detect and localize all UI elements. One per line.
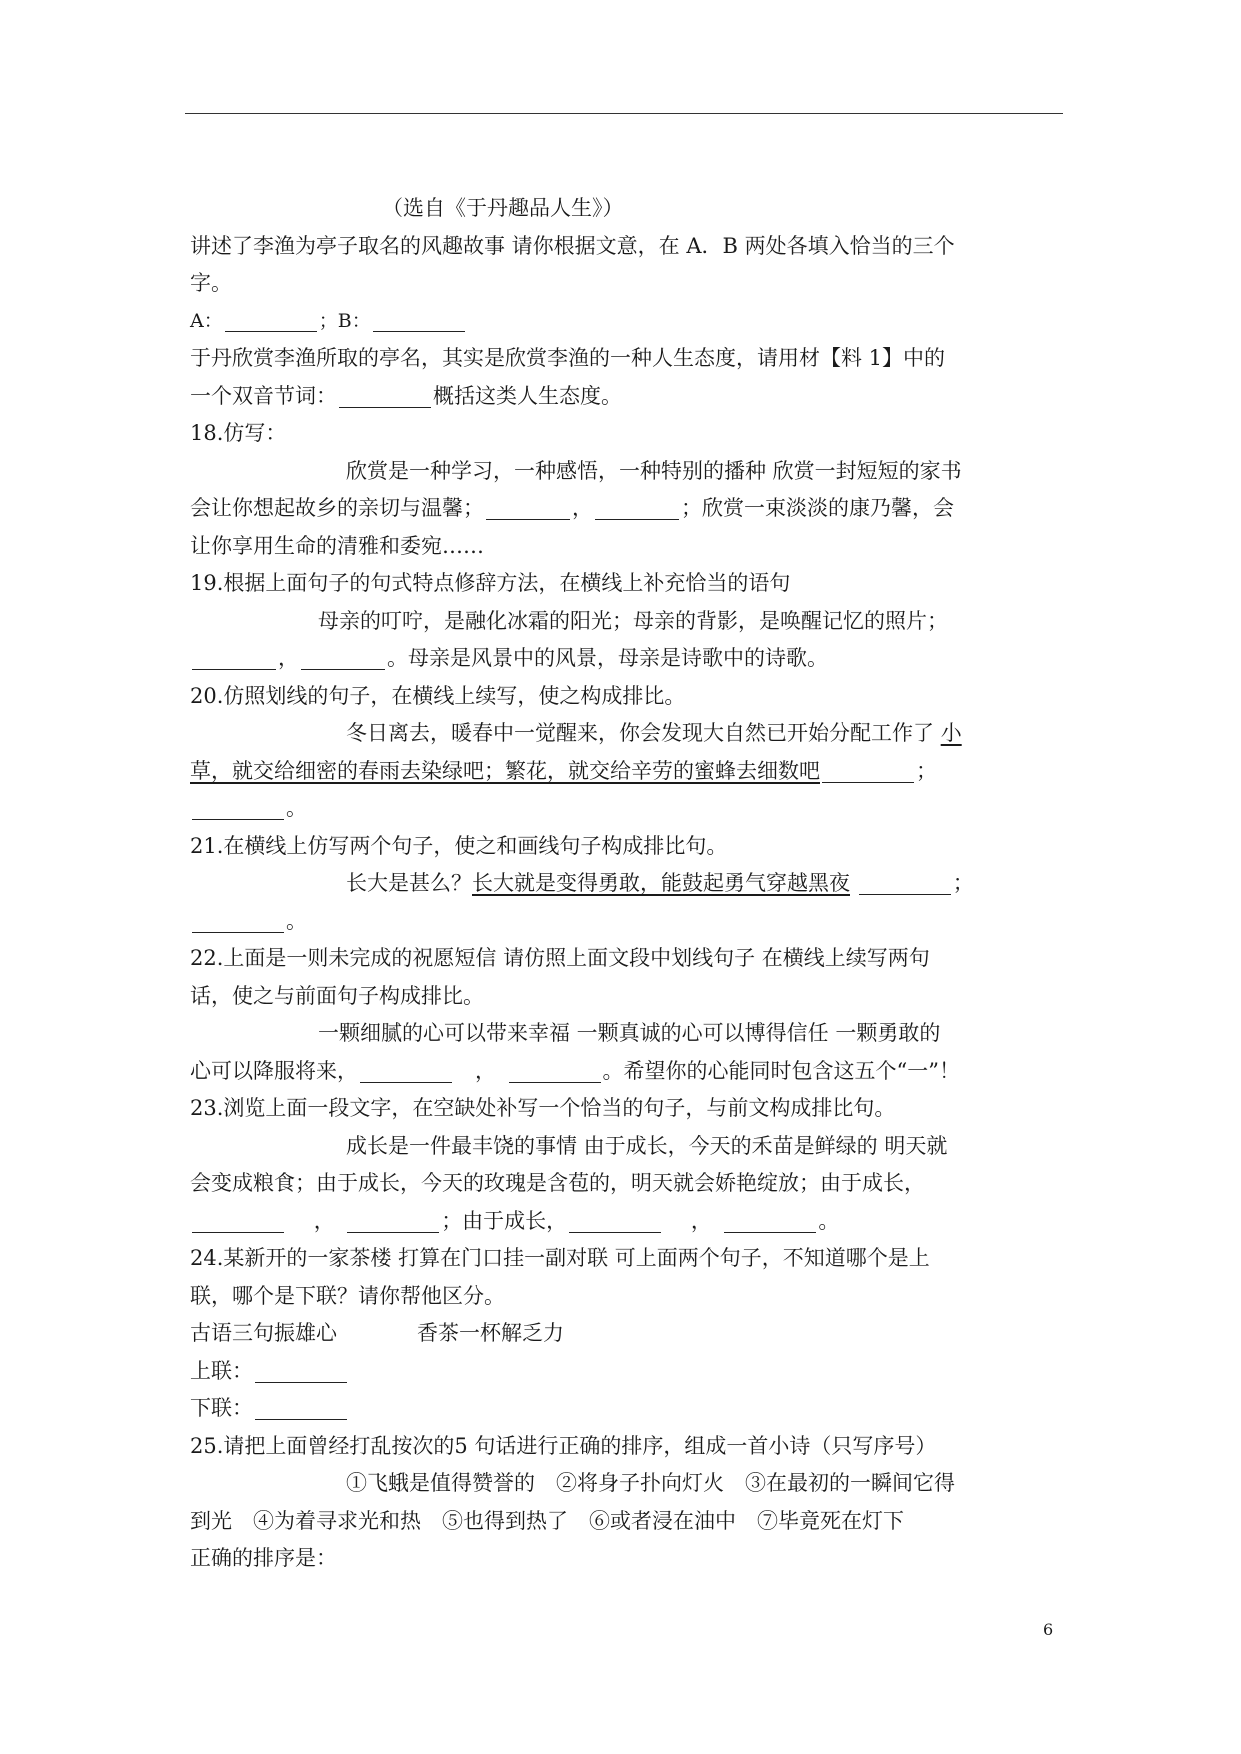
- worksheet-body: [190, 190, 1070, 1578]
- q21-line2: 。: [190, 903, 1070, 941]
- answer-blank[interactable]: [724, 1210, 816, 1233]
- answer-blank[interactable]: [595, 497, 679, 520]
- q19-line1: 母亲的叮咛，是融化冰霜的阳光；母亲的背影，是唤醒记忆的照片；: [318, 608, 948, 633]
- q25-line2: 到光 ④为着寻求光和热 ⑤也得到热了 ⑥或者浸在油中 ⑦毕竟死在灯下: [190, 1508, 904, 1533]
- answer-blank[interactable]: [486, 497, 570, 520]
- q21-line1: 长大是甚么？长大就是变得勇敢，能鼓起勇气穿越黑夜 ；: [346, 871, 974, 895]
- q22-line3: 一颗细腻的心可以带来幸福 一颗真诚的心可以博得信任 一颗勇敢的: [318, 1021, 941, 1045]
- answer-blank[interactable]: [192, 1210, 284, 1233]
- q22-line4: 心可以降服将来， ， 。希望你的心能同时包含这五个“一”！: [190, 1058, 960, 1083]
- answer-blank[interactable]: [347, 1210, 439, 1233]
- answer-blank[interactable]: [360, 1060, 452, 1083]
- q25-line1: ①飞蛾是值得赞誉的 ②将身子扑向灯火 ③在最初的一瞬间它得: [346, 1471, 955, 1495]
- answer-blank[interactable]: [301, 647, 385, 670]
- q22-line2: 话，使之与前面句子构成排比。: [190, 983, 484, 1008]
- q20-line2: 草，就交给细密的春雨去染绿吧；繁花，就交给辛劳的蜜蜂去细数吧 ；: [190, 758, 937, 783]
- q18-line1: 欣赏是一种学习，一种感悟，一种特别的播种 欣赏一封短短的家书: [346, 458, 962, 483]
- header-rule: [185, 113, 1063, 114]
- q23-line2: 会变成粮食；由于成长，今天的玫瑰是含苞的，明天就会娇艳绽放；由于成长，: [190, 1171, 925, 1195]
- q19-line2: ， 。母亲是风景中的风景，母亲是诗歌中的诗歌。: [190, 640, 1070, 678]
- answer-blank[interactable]: [192, 797, 284, 820]
- q20-line1: 冬日离去，暖春中一觉醒来，你会发现大自然已开始分配工作了 小: [346, 721, 962, 745]
- q19-title: 19.根据上面句子的句式特点修辞方法，在横线上补充恰当的语句: [190, 571, 791, 595]
- answer-blank[interactable]: [569, 1210, 661, 1233]
- q23-line3: ， ；由于成长， ， 。: [190, 1203, 1070, 1241]
- q18-line3: 让你享用生命的清雅和委宛……: [190, 533, 484, 558]
- answer-blank-b[interactable]: [373, 309, 465, 332]
- q25-line3: 正确的排序是：: [190, 1546, 337, 1570]
- q23-title: 23.浏览上面一段文字，在空缺处补写一个恰当的句子，与前文构成排比句。: [190, 1096, 896, 1120]
- q18-title: 18.仿写：: [190, 421, 287, 445]
- q24-line1: 24.某新开的一家茶楼 打算在门口挂一副对联 可上面两个句子，不知道哪个是上: [190, 1246, 930, 1270]
- q17a-answer-line: A： ；B：: [190, 303, 1070, 341]
- q23-line1: 成长是一件最丰饶的事情 由于成长，今天的禾苗是鲜绿的 明天就: [346, 1133, 948, 1158]
- q24-couplets: [190, 1315, 1070, 1353]
- answer-blank[interactable]: [255, 1360, 347, 1383]
- answer-blank[interactable]: [339, 385, 431, 408]
- q17a-line1: 讲述了李渔为亭子取名的风趣故事 请你根据文意，在 A．B 两处各填入恰当的三个: [190, 233, 955, 258]
- q24-lower-line: 下联：: [190, 1390, 1070, 1428]
- q17b-line1: 于丹欣赏李渔所取的亭名，其实是欣赏李渔的一种人生态度，请用材【料 1】中的: [190, 346, 946, 370]
- page-number: 6: [1043, 1620, 1054, 1639]
- q22-line1: 22.上面是一则未完成的祝愿短信 请仿照上面文段中划线句子 在横线上续写两句: [190, 946, 930, 970]
- couplet-1: 古语三句振雄心: [190, 1321, 337, 1345]
- q20-title: 20.仿照划线的句子，在横线上续写，使之构成排比。: [190, 683, 686, 708]
- q17a-line2: 字。: [190, 271, 232, 295]
- answer-blank[interactable]: [192, 910, 284, 933]
- couplet-2: 香茶一杯解乏力: [417, 1321, 564, 1345]
- q24-upper-line: 上联：: [190, 1353, 1070, 1391]
- answer-blank[interactable]: [255, 1397, 347, 1420]
- q24-line2: 联，哪个是下联？请你帮他区分。: [190, 1283, 505, 1308]
- source-line: （选自《于丹趣品人生》）: [382, 196, 624, 220]
- answer-blank[interactable]: [859, 872, 951, 895]
- q20-line3: 。: [190, 790, 1070, 828]
- answer-blank[interactable]: [822, 760, 914, 783]
- answer-blank[interactable]: [192, 647, 276, 670]
- q21-title: 21.在横线上仿写两个句子，使之和画线句子构成排比句。: [190, 833, 728, 858]
- q25-title: 25.请把上面曾经打乱按次的5 句话进行正确的排序，组成一首小诗（只写序号）: [190, 1433, 937, 1458]
- q18-line2: 会让你想起故乡的亲切与温馨； ， ；欣赏一束淡淡的康乃馨，会: [190, 496, 954, 520]
- answer-blank-a[interactable]: [225, 309, 317, 332]
- q17b-line2: 一个双音节词： 概括这类人生态度。: [190, 383, 622, 408]
- answer-blank[interactable]: [509, 1060, 601, 1083]
